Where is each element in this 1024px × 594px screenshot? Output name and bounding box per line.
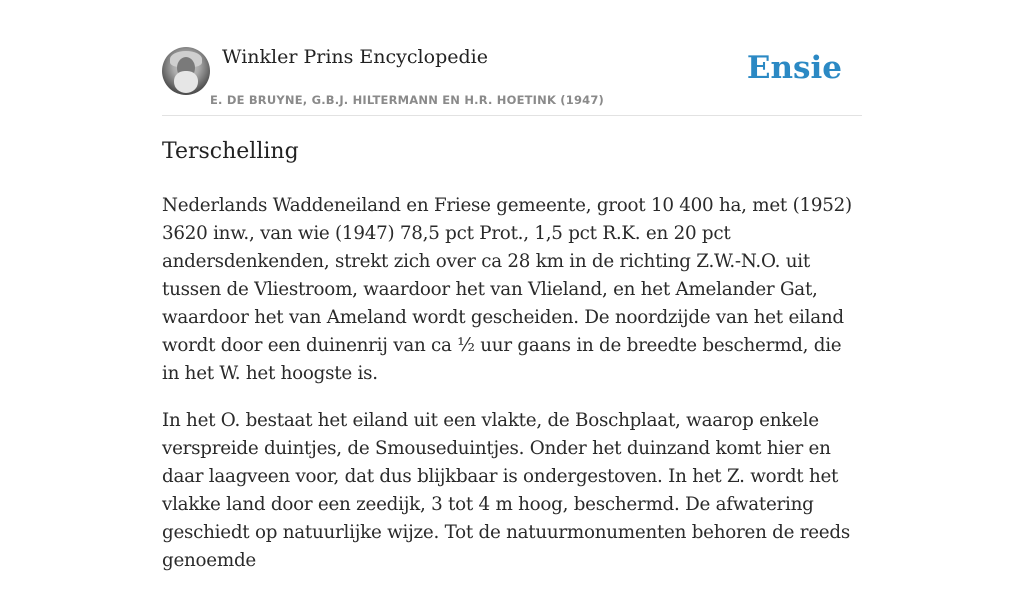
source-authors: E. DE BRUYNE, G.B.J. HILTERMANN EN H.R. HOETINK (1947)	[210, 93, 605, 107]
entry-paragraph: Nederlands Waddeneiland en Friese gemeente, groot 10 400 ha, met (1952) 3620 inw., van wie (1947) 78,5 pct Prot., 1,5 pct R.K. en 20 pct andersdenkenden, strekt zich over ca 28 km in de richting Z.W.-N.O. uit tussen de Vliestroom, waardoor het van Vlieland, en het Amelander Gat, waardoor het van Ameland wordt gescheiden. De noordzijde van het eiland wordt door een duinenrij van ca ½ uur gaans in de breedte beschermd, die in het W. het hoogste is.	[162, 195, 852, 384]
entry-title: Terschelling	[162, 139, 299, 164]
entry-paragraph: In het O. bestaat het eiland uit een vlakte, de Boschplaat, waarop enkele verspreide duintjes, de Smouseduintjes. Onder het duinzand komt hier en daar laagveen voor, dat dus blijkbaar is ondergestoven. In het Z. wordt het vlakke land door een zeedijk, 3 tot 4 m hoog, beschermd. De afwatering geschiedt op natuurlijke wijze. Tot de natuurmonumenten behoren de reeds genoemde	[162, 410, 850, 571]
entry-body	[162, 192, 862, 594]
source-title[interactable]: Winkler Prins Encyclopedie	[222, 46, 488, 68]
source-avatar-icon[interactable]	[162, 47, 210, 95]
ensie-logo[interactable]: Ensie	[746, 50, 842, 86]
avatar-beard	[174, 71, 198, 93]
header-divider	[162, 115, 862, 116]
